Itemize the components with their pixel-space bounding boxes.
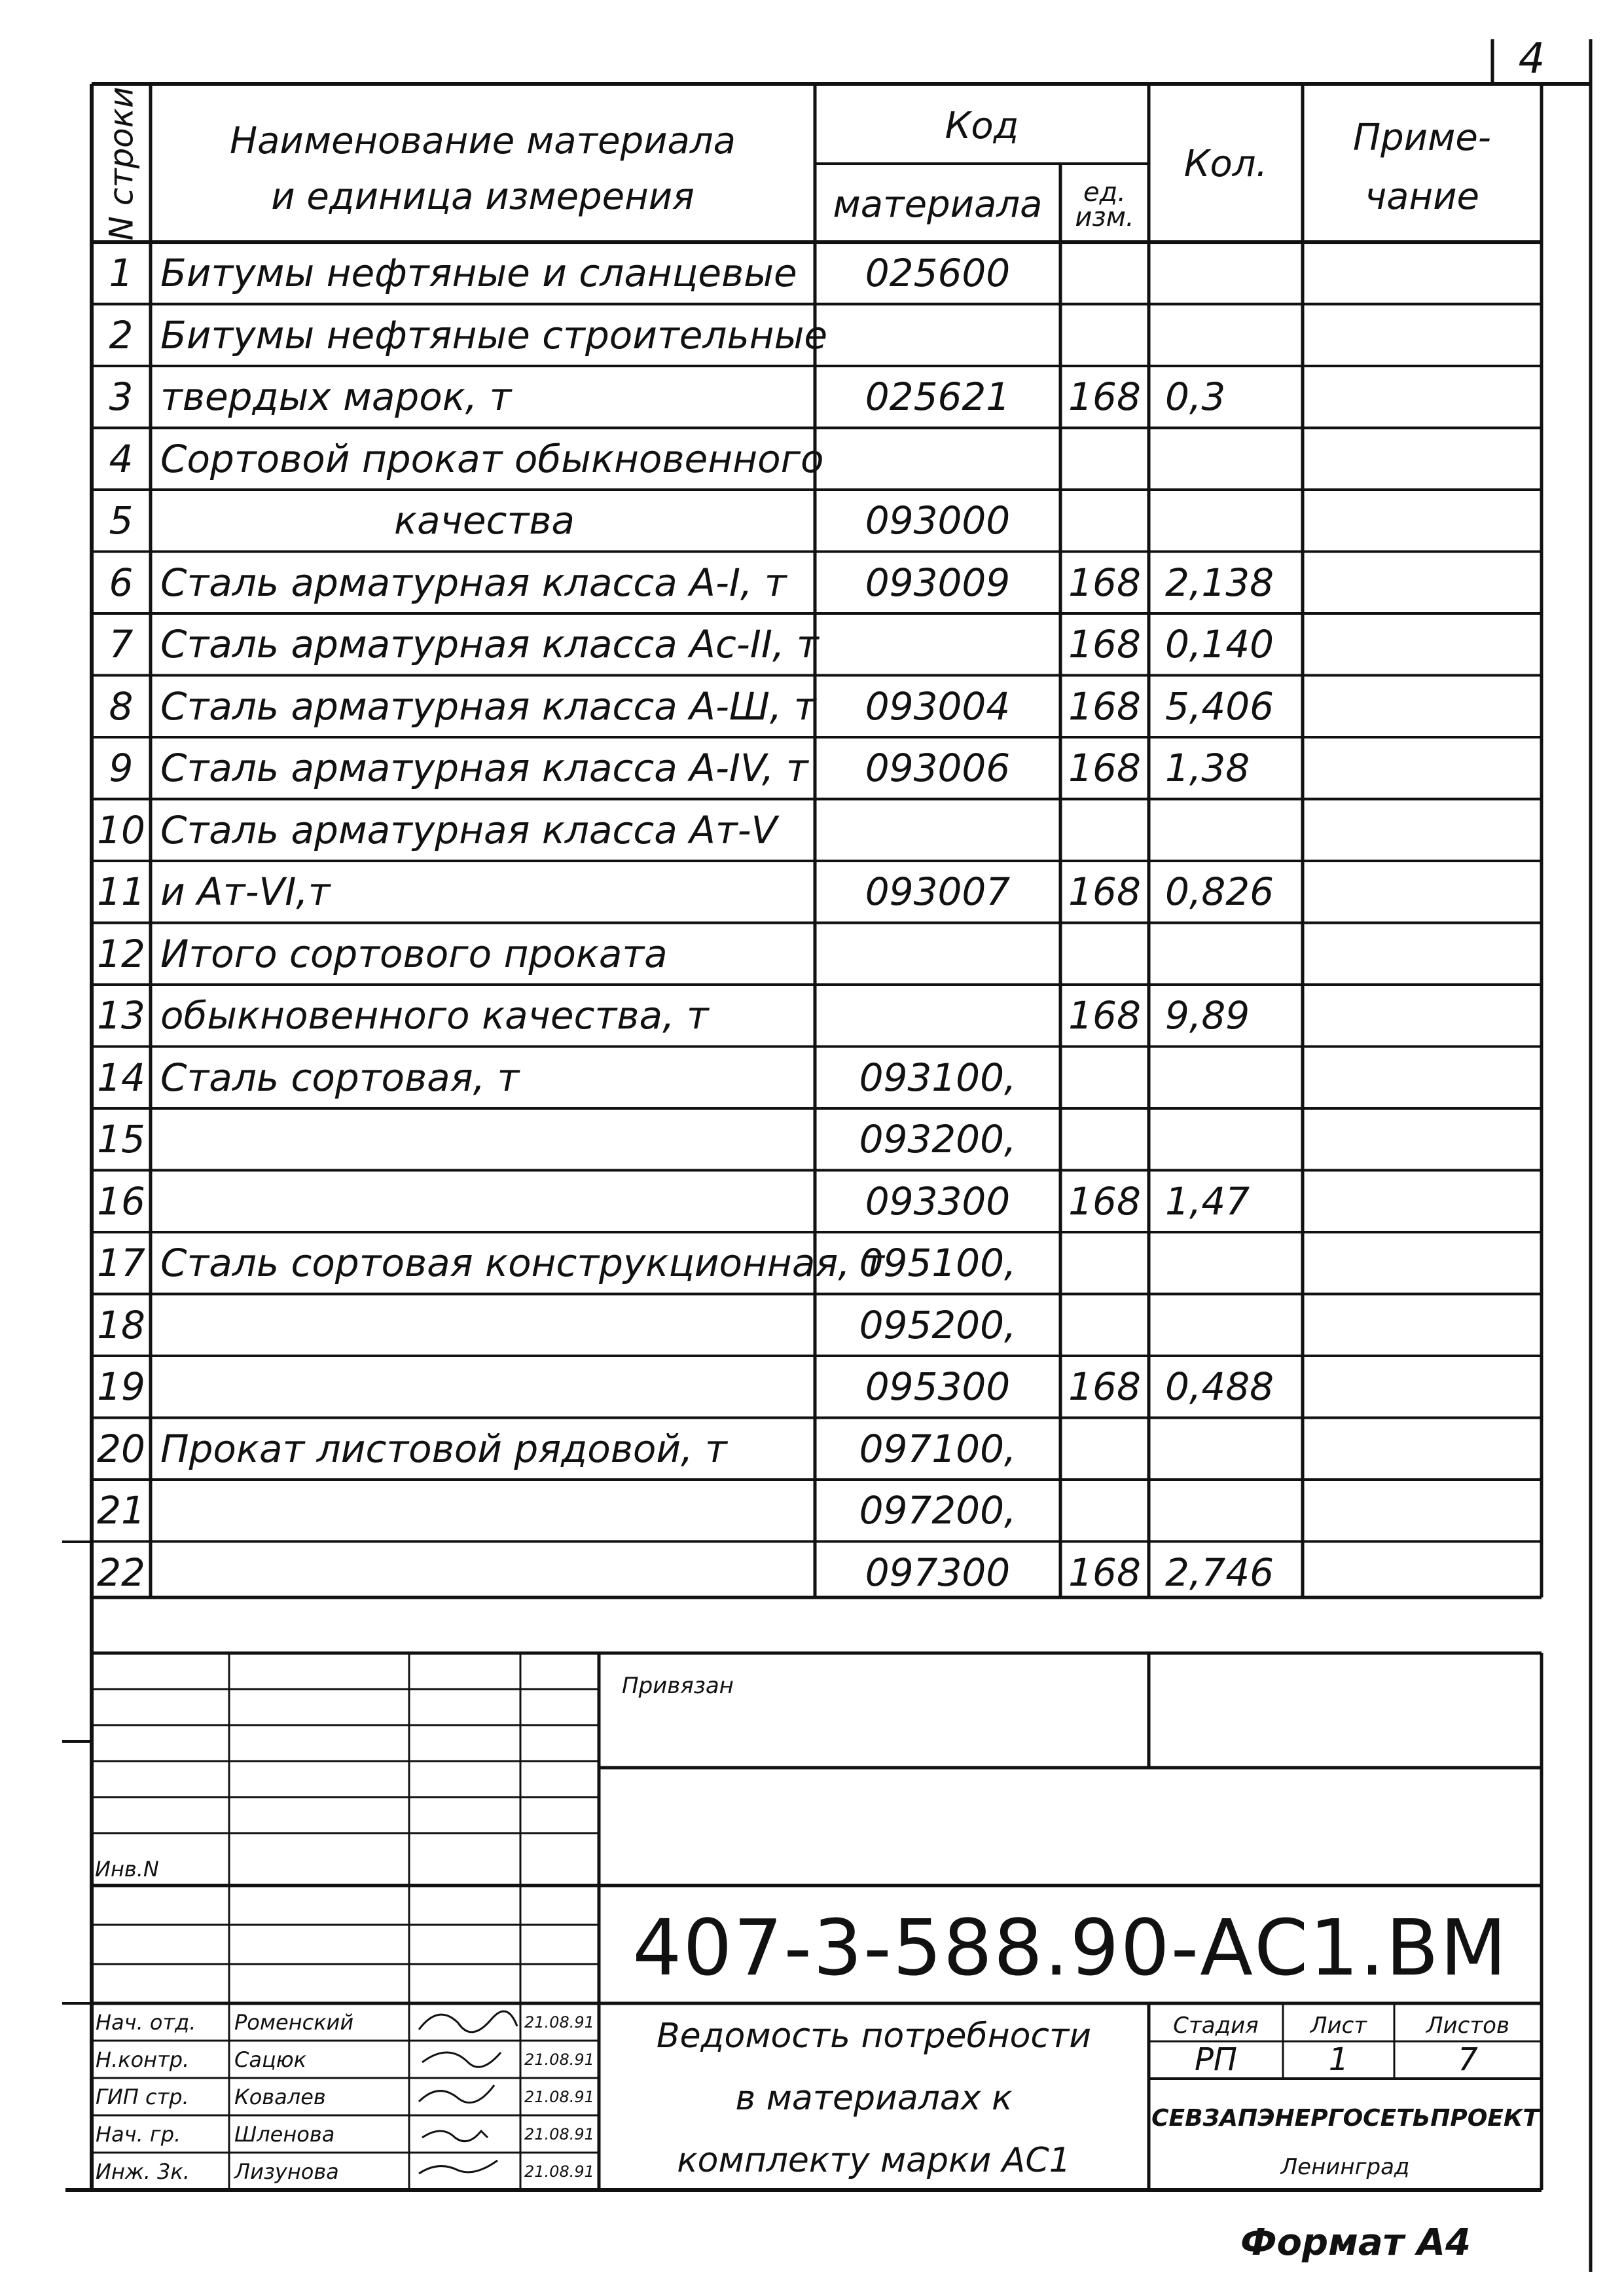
quantity: 9,89 — [1165, 993, 1250, 1038]
material-name: Сталь арматурная класса А-IV, т — [160, 746, 808, 791]
stage-label: Стадия — [1173, 2013, 1259, 2039]
city-name: Ленинград — [1280, 2154, 1410, 2180]
material-code: 025621 — [865, 374, 1011, 420]
material-name: Итого сортового проката — [160, 931, 668, 976]
unit-code: 168 — [1068, 622, 1141, 667]
row-number: 17 — [97, 1241, 145, 1286]
material-name: Битумы нефтяные и сланцевые — [160, 251, 797, 296]
sheets-label: Листов — [1426, 2013, 1509, 2039]
header-name-line2: и единица измерения — [271, 175, 695, 218]
material-name: Сталь арматурная класса А-Ш, т — [160, 683, 816, 729]
row-number: 12 — [97, 931, 145, 976]
material-name: качества — [394, 498, 575, 543]
header-qty: Кол. — [1183, 142, 1268, 185]
sheet-value: 1 — [1328, 2041, 1349, 2078]
header-code-material: материала — [833, 183, 1043, 226]
row-number: 22 — [97, 1550, 145, 1595]
material-code: 093009 — [865, 560, 1011, 605]
header-name-line1: Наименование материала — [230, 119, 736, 162]
material-name: и Ат-VI,т — [160, 869, 331, 915]
sheets-value: 7 — [1458, 2041, 1478, 2078]
material-code: 093300 — [865, 1178, 1011, 1224]
quantity: 0,3 — [1165, 374, 1226, 420]
signer-role: Нач. отд. — [96, 2009, 196, 2035]
signer-name: Лизунова — [234, 2159, 339, 2184]
row-number: 18 — [97, 1302, 145, 1347]
header-row-number: N строки — [102, 86, 140, 241]
material-name: Битумы нефтяные строительные — [160, 312, 828, 357]
stage-value: РП — [1194, 2041, 1238, 2078]
signer-date: 21.08.91 — [524, 2087, 594, 2106]
document-code: 407-3-588.90-АС1.ВМ — [632, 1903, 1508, 1993]
row-number: 3 — [109, 374, 134, 420]
header-note-line2: чание — [1365, 175, 1479, 218]
signer-date: 21.08.91 — [524, 2050, 594, 2069]
organization-name: СЕВЗАПЭНЕРГОСЕТЬПРОЕКТ — [1151, 2104, 1539, 2132]
unit-code: 168 — [1068, 1364, 1141, 1410]
material-code: 097300 — [865, 1550, 1011, 1595]
unit-code: 168 — [1068, 746, 1141, 791]
row-number: 20 — [97, 1426, 145, 1471]
row-number: 8 — [109, 683, 134, 729]
material-code: 093200, — [859, 1117, 1017, 1162]
material-name: обыкновенного качества, т — [160, 993, 709, 1038]
inv-no-label: Инв.N — [95, 1857, 159, 1882]
row-number: 4 — [109, 436, 134, 481]
row-number: 16 — [97, 1178, 145, 1224]
row-number: 10 — [97, 807, 145, 852]
material-name: твердых марок, т — [160, 374, 512, 420]
material-code: 097200, — [859, 1488, 1017, 1533]
material-code: 093006 — [865, 746, 1011, 791]
header-code: Код — [945, 105, 1019, 147]
signer-date: 21.08.91 — [524, 2162, 594, 2181]
material-code: 097100, — [859, 1426, 1017, 1471]
signer-date: 21.08.91 — [524, 2013, 594, 2032]
quantity: 0,488 — [1165, 1364, 1274, 1410]
quantity: 1,38 — [1165, 746, 1250, 791]
row-number: 21 — [97, 1488, 145, 1533]
title-line3: комплекту марки АС1 — [677, 2141, 1071, 2180]
privyazan-label: Привязан — [622, 1673, 734, 1699]
unit-code: 168 — [1068, 869, 1141, 915]
material-code: 093007 — [865, 869, 1011, 915]
material-name: Прокат листовой рядовой, т — [160, 1426, 727, 1471]
signer-name: Ковалев — [234, 2084, 326, 2109]
header-code-unit: ед. изм. — [1075, 177, 1134, 232]
sheet-label: Лист — [1310, 2013, 1367, 2039]
signer-name: Сацюк — [234, 2047, 306, 2072]
title-line1: Ведомость потребности — [656, 2016, 1092, 2056]
material-name: Сортовой прокат обыкновенного — [160, 436, 824, 481]
unit-code: 168 — [1068, 1550, 1141, 1595]
material-code: 093000 — [865, 498, 1011, 543]
row-number: 13 — [97, 993, 145, 1038]
signer-date: 21.08.91 — [524, 2124, 594, 2143]
signer-role: Инж. 3к. — [96, 2159, 190, 2184]
signature-scribbles — [419, 2011, 517, 2174]
row-number: 2 — [109, 312, 134, 357]
material-code: 093004 — [865, 683, 1011, 729]
signer-role: Нач. гр. — [96, 2121, 181, 2147]
sheet-number: 4 — [1518, 35, 1545, 83]
quantity: 5,406 — [1165, 683, 1274, 729]
row-number: 14 — [97, 1055, 145, 1100]
signer-name: Роменский — [234, 2009, 354, 2035]
row-number: 5 — [109, 498, 134, 543]
unit-code: 168 — [1068, 683, 1141, 729]
material-code: 025600 — [865, 251, 1011, 296]
unit-code: 168 — [1068, 560, 1141, 605]
unit-code: 168 — [1068, 993, 1141, 1038]
material-name: Сталь арматурная класса Ат-V — [160, 807, 778, 852]
unit-code: 168 — [1068, 1178, 1141, 1224]
material-name: Сталь сортовая, т — [160, 1055, 520, 1100]
title-line2: в материалах к — [735, 2079, 1013, 2118]
signer-name: Шленова — [234, 2121, 335, 2147]
row-number: 19 — [97, 1364, 145, 1410]
quantity: 1,47 — [1165, 1178, 1250, 1224]
quantity: 0,826 — [1165, 869, 1274, 915]
material-code: 095300 — [865, 1364, 1011, 1410]
row-number: 9 — [109, 746, 134, 791]
material-code: 095100, — [859, 1241, 1017, 1286]
quantity: 2,138 — [1165, 560, 1274, 605]
material-name: Сталь сортовая конструкционная, т — [160, 1241, 884, 1286]
header-note-line1: Приме- — [1353, 116, 1491, 159]
material-code: 093100, — [859, 1055, 1017, 1100]
material-name: Сталь арматурная класса Ас-II, т — [160, 622, 819, 667]
row-number: 15 — [97, 1117, 145, 1162]
unit-code: 168 — [1068, 374, 1141, 420]
signer-role: ГИП стр. — [96, 2084, 189, 2109]
row-number: 6 — [109, 560, 134, 605]
signer-role: Н.контр. — [96, 2047, 190, 2072]
quantity: 0,140 — [1165, 622, 1274, 667]
material-code: 095200, — [859, 1302, 1017, 1347]
row-number: 7 — [109, 622, 134, 667]
quantity: 2,746 — [1165, 1550, 1274, 1595]
format-label: Формат А4 — [1240, 2221, 1471, 2264]
material-name: Сталь арматурная класса А-I, т — [160, 560, 787, 605]
row-number: 11 — [97, 869, 145, 915]
row-number: 1 — [109, 251, 134, 296]
